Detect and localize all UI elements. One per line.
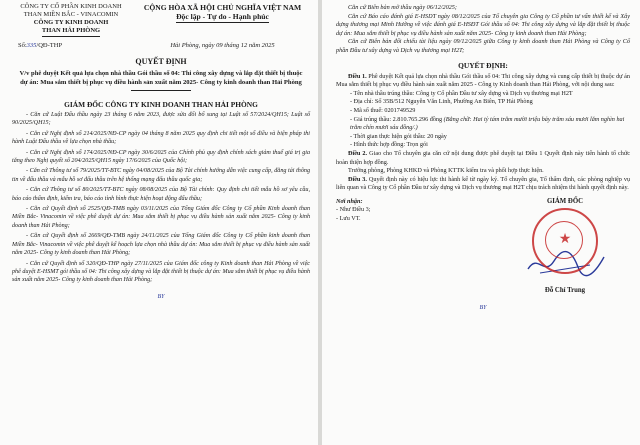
- motto: Độc lập - Tự do - Hạnh phúc: [176, 12, 269, 21]
- national-motto: [135, 3, 310, 37]
- place-date: Hải Phòng, ngày 09 tháng 12 năm 2025: [170, 42, 275, 49]
- recipients-title: Nơi nhận:: [336, 197, 363, 205]
- legal-basis: - Căn cứ Thông tư số 80/2025/TT-BTC ngày 08/08/2025 của Bộ Tài chính: Quy định chi tiết mẫu hồ sơ yêu cầu, báo cáo thẩm định, kiểm tra, báo cáo tình hình thực hiện hoạt động đấu thầu;: [12, 187, 310, 202]
- org-line-2: THAN MIỀN BẮC - VINACOMIN: [23, 11, 119, 18]
- org-line-4: THAN HẢI PHÒNG: [42, 27, 100, 37]
- signer-name: Đỗ Chí Trung: [544, 286, 586, 294]
- legal-basis: - Căn cứ Thông tư số 79/2025/TT-BTC ngày 04/08/2025 của Bộ Tài chính hướng dẫn việc cung cấp, đăng tải thông tin về đấu thầu và mẫu hồ sơ đấu thầu trên hệ thống mạng đấu thầu quốc gia;: [12, 168, 310, 183]
- number-suffix: /QĐ-THP: [36, 42, 63, 49]
- recipients: [336, 198, 370, 294]
- article-2-label: Điều 2.: [348, 149, 368, 157]
- page-initial: BY: [479, 304, 487, 311]
- document-number: [12, 42, 62, 49]
- recipient: - Lưu VT.: [336, 215, 361, 223]
- price-in-words: (Bằng chữ: Hai tỷ tám trăm mười triệu bảy trăm sáu mươi lăm nghìn hai trăm chín mươi sáu đồng/.): [350, 115, 625, 132]
- basis-line: Căn cứ Biên bản mở thầu ngày 06/12/2025;: [348, 4, 457, 11]
- signature-block: [336, 198, 630, 294]
- article-2-text-continued: Trưởng phòng, Phòng KHKD và Phòng KTTK kiểm tra và phối hợp thực hiện.: [348, 167, 544, 175]
- legal-basis: - Căn cứ Nghị định số 214/2025/NĐ-CP ngày 04 tháng 8 năm 2025 quy định chi tiết một số điều và biện pháp thi hành Luật Đấu thầu về lựa chọn nhà thầu;: [12, 130, 310, 146]
- article-1-text: Phê duyệt Kết quả lựa chọn nhà thầu Gói thầu số 04: Thi công xây dựng và cung cấp thiết bị thuộc dự án Mua sắm thiết bị phục vụ điều hành sản xuất năm 2025 - Công ty Kinh doanh than Hải Phòng, với nội dung sau:: [336, 72, 631, 89]
- org-line-1: CÔNG TY CỔ PHẦN KINH DOANH: [20, 3, 122, 10]
- document-page-2: [322, 0, 640, 445]
- signer-title: GIÁM ĐỐC: [546, 197, 584, 205]
- legal-basis: - Căn cứ Quyết định số 2669/QĐ-TMB ngày 24/11/2025 của Tổng Giám đốc Công ty Cổ phần kinh doanh than Miền Bắc- Vinacomin về việc phê duyệt kế hoạch lựa chọn nhà thầu dự án: Mua sắm thiết bị phục vụ điều hành sản xuất năm 2025- Công ty kinh doanh than Hải Phòng;: [12, 233, 310, 257]
- number-prefix: Số:: [18, 42, 27, 49]
- legal-basis: - Căn cứ Luật Đấu thầu ngày 23 tháng 6 năm 2023, được sửa đổi bổ sung tại Luật số 57/2024/QH15; Luật số 90/2025/QH15;: [12, 112, 310, 127]
- article-3-label: Điều 3.: [348, 175, 367, 183]
- seal-star-icon: ★: [558, 230, 572, 247]
- issuing-organization: [12, 3, 130, 37]
- article-3-text: Quyết định này có hiệu lực thi hành kể từ ngày ký. Tổ chuyên gia, Tổ thẩm định, các phòng nghiệp vụ liên quan và Công ty Cổ phần Đầu tư xây dựng và Dịch vụ thương mại H2T chịu trách nhiệm thi hành quyết định này.: [336, 175, 631, 192]
- document-subject: V/v phê duyệt Kết quả lựa chọn nhà thầu Gói thầu số 04: Thi công xây dựng và lắp đặt thiết bị thuộc dự án: Mua sắm thiết bị phục vụ điều hành sản xuất năm 2025- Công ty kinh doanh than Hải Phòng: [19, 70, 303, 86]
- handwritten-number: 335: [26, 42, 37, 49]
- divider: [131, 90, 191, 91]
- page-initial: BY: [157, 293, 165, 300]
- article-2-text: Giao cho Tổ chuyên gia căn cứ nội dung được phê duyệt tại Điều 1 Quyết định này tiến hành tổ chức hoàn thiện hợp đồng.: [336, 149, 631, 166]
- winning-price: - Giá trúng thầu: 2.810.765.296 đồng: [350, 115, 443, 123]
- document-page-1: [0, 0, 318, 445]
- winning-bidder: - Tên nhà thầu trúng thầu: Công ty Cổ phần Đầu tư xây dựng và Dịch vụ thương mại H2T: [350, 89, 573, 97]
- letterhead: [12, 3, 310, 37]
- contract-type: - Hình thức hợp đồng: Trọn gói: [350, 141, 428, 149]
- org-line-3: CÔNG TY KINH DOANH: [33, 19, 109, 26]
- legal-bases: [12, 111, 310, 285]
- company-seal: [532, 208, 598, 274]
- legal-basis: - Căn cứ Quyết định số 320/QĐ-THP ngày 27/11/2025 của Giám đốc công ty Kinh doanh than Hải Phòng về việc phê duyệt E-HSMT gói thầu số 04: Thi công xây dựng và lắp đặt thiết bị thuộc dự án: Mua sắm thiết bị phục vụ điều hành sản xuất năm 2025- Công ty kinh doanh than Hải Phòng;: [12, 260, 310, 284]
- execution-time: - Thời gian thực hiện gói thầu: 20 ngày: [350, 132, 447, 140]
- basis-line: Căn cứ Báo cáo đánh giá E-HSDT ngày 08/12/2025 của Tổ chuyên gia Công ty Cổ phần tư vấn thiết kế và Xây dựng thương mại Minh Hưởng về việc đánh giá E-HSĐT Gói thầu số 04: Thi công xây dựng và lắp đặt thiết bị thuộc dự án: Mua sắm thiết bị phục vụ điều hành sản xuất năm 2025- Công ty kinh doanh than Hải Phòng;: [336, 12, 630, 37]
- legal-basis: - Căn cứ Nghị định số 174/2025/NĐ-CP ngày 30/6/2025 của Chính phủ quy định chính sách giảm thuế giá trị gia tăng theo Nghị quyết số 204/2025/QH15 ngày 17/6/2025 của Quốc hội;: [12, 149, 310, 165]
- document-title: QUYẾT ĐỊNH: [135, 57, 187, 66]
- recipient: - Như Điều 3;: [336, 206, 371, 214]
- country-name: CỘNG HÒA XÃ HỘI CHỦ NGHĨA VIỆT NAM: [143, 3, 302, 12]
- tax-code: - Mã số thuế: 0201749529: [350, 106, 416, 114]
- legal-basis: - Căn cứ Quyết định số 2525/QĐ-TMB ngày 03/11/2025 của Tổng Giám đốc Công ty Cổ phần Kinh doanh than Miền Bắc- Vinacomin về việc phê duyệt dự án: Mua sắm thiết bị phục vụ điều hành sản xuất năm 2025- Công ty kinh doanh than Hải Phòng;: [12, 206, 310, 229]
- bidder-address: - Địa chỉ: Số 35B/512 Nguyễn Văn Linh, Phường An Biên, TP Hải Phòng: [350, 98, 533, 106]
- basis-line: Căn cứ Biên bản đối chiếu tài liệu ngày 09/12/2025 giữa Công ty kinh doanh than Hải Phòng và Công ty Cổ phần Đầu tư xây dựng và Dịch vụ thương mại H2T;: [336, 38, 630, 54]
- article-1-label: Điều 1.: [348, 72, 367, 80]
- decision-heading: QUYẾT ĐỊNH:: [458, 60, 508, 70]
- signer: [500, 198, 630, 294]
- issuing-authority: GIÁM ĐỐC CÔNG TY KINH DOANH THAN HẢI PHÒNG: [64, 100, 258, 109]
